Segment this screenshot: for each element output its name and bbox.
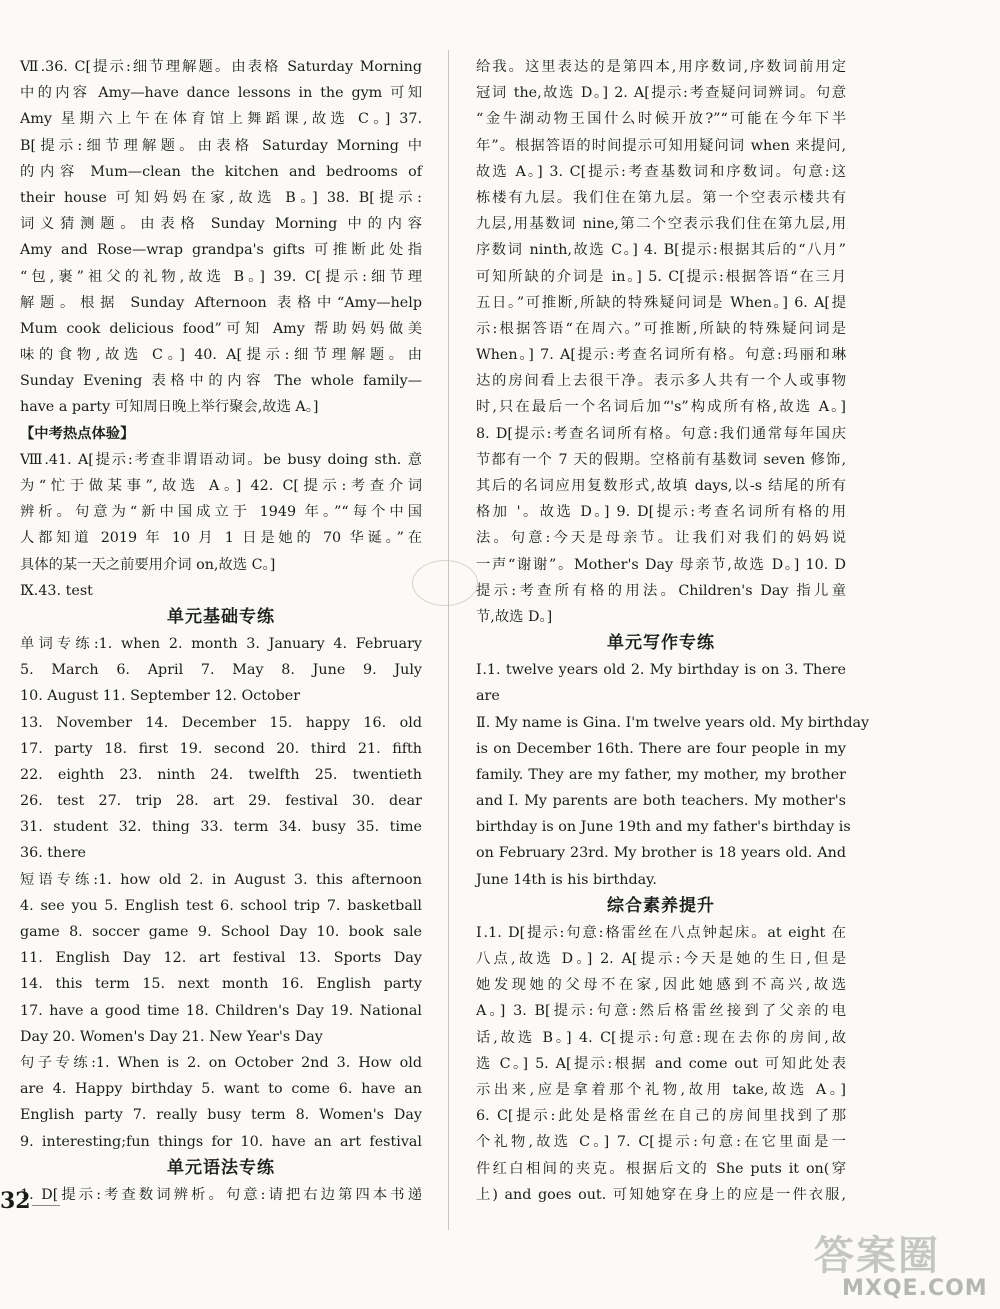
text-line: Day 20. Women's Day 21. New Year's Day	[20, 1028, 323, 1045]
text-line: 格加 '。故选 D。] 9. D[提示:考查名词所有格的用	[476, 504, 846, 521]
text-line: Sunday Evening 表格中的内容 The whole family—	[20, 373, 422, 390]
text-line: 单词专练:1. when 2. month 3. January 4. February	[20, 635, 422, 652]
text-line: 五日。”可推断,所缺的特殊疑问词是 When。] 6. A[提	[476, 294, 846, 311]
text-line: 一声“谢谢”。Mother's Day 母亲节,故选 D。] 10. D	[476, 556, 846, 573]
text-line: game 8. soccer game 9. School Day 10. book sale	[20, 924, 422, 940]
text-line: 10. August 11. September 12. October	[20, 688, 301, 705]
text-line: 4. see you 5. English test 6. school trip 7. basketball	[20, 897, 422, 914]
text-line: 31. student 32. thing 33. term 34. busy 35. time	[20, 819, 422, 836]
left-column	[20, 54, 422, 1208]
text-line: 5. March 6. April 7. May 8. June 9. July	[20, 662, 422, 679]
text-line: are 4. Happy birthday 5. want to come 6. have an	[20, 1081, 422, 1098]
section-heading: 单元语法专练	[167, 1157, 275, 1178]
text-line: 话,故选 B。] 4. C[提示:句意:现在去你的房间,故	[476, 1029, 846, 1046]
text-line: Mum cook delicious food”可知 Amy 帮助妈妈做美	[20, 320, 422, 337]
page-number-rule	[32, 1205, 60, 1206]
text-line: Ⅶ.36. C[提示:细节理解题。由表格 Saturday Morning	[20, 59, 422, 75]
column-divider	[448, 50, 449, 1230]
text-line: B[提示:细节理解题。由表格 Saturday Morning 中	[20, 137, 422, 154]
text-line: 示:根据答语“在周六。”可推断,所缺的特殊疑问词是	[476, 320, 846, 337]
text-line: 22. eighth 23. ninth 24. twelfth 25. twentieth	[20, 766, 422, 783]
text-line: birthday is on June 19th and my father's birthday is	[476, 819, 851, 836]
text-line: 味的食物,故选 C。] 40. A[提示:细节理解题。由	[20, 347, 422, 364]
text-line: 节,故选 D。]	[476, 608, 553, 625]
watermark-url: MXQE.COM	[842, 1276, 988, 1301]
text-line: 节都有一个 7 天的假期。空格前有基数词 seven 修饰,	[476, 451, 846, 468]
text-line: 中的内容 Amy—have dance lessons in the gym 可知	[20, 85, 422, 102]
watermark-logo	[808, 1222, 994, 1306]
section-heading: 综合素养提升	[607, 895, 715, 916]
text-line: 提示:考查所有格的用法。Children's Day 指儿童	[476, 582, 846, 599]
section-heading: 单元基础专练	[167, 606, 275, 627]
text-line: Ⅸ.43. test	[20, 582, 93, 599]
text-line: 给我。这里表达的是第四本,用序数词,序数词前用定	[476, 59, 846, 75]
text-line: 年”。根据答语的时间提示可知用疑问词 when 来提问,	[476, 137, 846, 154]
text-line: 17. have a good time 18. Children's Day 19. National	[20, 1002, 422, 1019]
text-line: 句子专练:1. When is 2. on October 2nd 3. How old	[20, 1054, 422, 1071]
text-line: 法。句意:今天是母亲节。让我们对我们的妈妈说	[476, 530, 846, 547]
text-line: Ⅱ. My name is Gina. I'm twelve years old. My birthday	[476, 714, 870, 731]
text-line: 词义猜测题。由表格 Sunday Morning 中的内容	[20, 216, 422, 233]
text-line: 上) and goes out. 可知她穿在身上的应是一件衣服,	[476, 1186, 846, 1203]
text-line: 示出来,应是拿着那个礼物,故用 take,故选 A。]	[476, 1081, 846, 1098]
text-line: 8. D[提示:考查名词所有格。句意:我们通常每年国庆	[476, 425, 846, 442]
page-number: 32	[0, 1188, 31, 1214]
text-line: Amy 星期六上午在体育馆上舞蹈课,故选 C。] 37.	[20, 111, 422, 128]
text-line: 6. C[提示:此处是格雷丝在自己的房间里找到了那	[476, 1108, 846, 1125]
text-line: 13. November 14. December 15. happy 16. old	[20, 714, 422, 731]
text-line: 26. test 27. trip 28. art 29. festival 30. dear	[20, 793, 422, 810]
text-line: 序数词 ninth,故选 C。] 4. B[提示:根据其后的“八月”	[476, 242, 846, 259]
text-line: 辨析。句意为“新中国成立于 1949 年。”“每个中国	[20, 504, 422, 521]
text-line: family. They are my father, my mother, my brother	[476, 766, 846, 783]
text-line: 个礼物,故选 C。] 7. C[提示:句意:在它里面是一	[476, 1134, 846, 1151]
text-line: 故选 A。] 3. C[提示:考查基数词和序数词。句意:这	[476, 163, 846, 180]
text-line: Ⅰ.1. D[提示:句意:格雷丝在八点钟起床。at eight 在	[476, 924, 846, 941]
text-line: 的内容 Mum—clean the kitchen and bedrooms of	[20, 163, 422, 180]
text-line: 栋楼有九层。我们住在第九层。第一个空表示楼共有	[476, 189, 846, 206]
text-line: 件红白相间的夹克。根据后文的 She puts it on(穿	[476, 1160, 846, 1177]
text-line: 36. there	[20, 845, 86, 862]
section-label: 【中考热点体验】	[20, 425, 135, 442]
text-line: 达的房间看上去很干净。表示多人共有一个人或事物	[476, 373, 846, 390]
text-line: 具体的某一天之前要用介词 on,故选 C。]	[20, 556, 276, 573]
text-line: 1. D[提示:考查数词辨析。句意:请把右边第四本书递	[20, 1186, 422, 1203]
text-line: 9. interesting;fun things for 10. have an art festival	[20, 1133, 422, 1150]
right-column	[476, 54, 870, 1208]
section-heading: 单元写作专练	[607, 633, 715, 654]
text-line: is on December 16th. There are four people in my	[476, 740, 846, 757]
watermark-title: 答案圈	[814, 1233, 940, 1279]
text-line: their house 可知妈妈在家,故选 B。] 38. B[提示:	[20, 189, 422, 206]
text-line: “包,裹”祖父的礼物,故选 B。] 39. C[提示:细节理	[20, 268, 422, 285]
text-line: When。] 7. A[提示:考查名词所有格。句意:玛丽和琳	[476, 347, 846, 364]
text-line: 八点,故选 D。] 2. A[提示:今天是她的生日,但是	[476, 951, 846, 967]
text-line: 冠词 the,故选 D。] 2. A[提示:考查疑问词辨词。句意	[476, 85, 846, 102]
faint-stamp-mark	[412, 560, 478, 606]
text-line: 短语专练:1. how old 2. in August 3. this afternoon	[20, 871, 422, 888]
text-line: A。] 3. B[提示:句意:然后格雷丝接到了父亲的电	[476, 1003, 846, 1020]
text-line: and I. My parents are both teachers. My mother's	[476, 793, 846, 810]
text-line: 11. English Day 12. art festival 13. Sports Day	[20, 950, 422, 967]
text-line: 时,只在最后一个名词后加“'s”构成所有格,故选 A。]	[476, 399, 846, 416]
text-line: 她发现她的父母不在家,因此她感到不高兴,故选	[476, 977, 846, 994]
text-line: 其后的名词应用复数形式,故填 days,以-s 结尾的所有	[476, 478, 846, 494]
text-line: are	[476, 688, 500, 705]
text-line: 人都知道 2019 年 10 月 1 日是她的 70 华诞。”在	[20, 530, 422, 547]
text-line: 可知所缺的介词是 in。] 5. C[提示:根据答语“在三月	[476, 268, 846, 285]
text-line: have a party 可知周日晚上举行聚会,故选 A。]	[20, 399, 319, 416]
text-line: English party 7. really busy term 8. Women's Day	[20, 1107, 422, 1124]
text-line: 九层,用基数词 nine,第二个空表示我们住在第九层,用	[476, 216, 846, 233]
text-line: 解题。根据 Sunday Afternoon 表格中“Amy—help	[20, 294, 422, 311]
text-line: Ⅷ.41. A[提示:考查非谓语动词。be busy doing sth. 意	[20, 451, 422, 468]
text-line: June 14th is his birthday.	[476, 871, 657, 888]
text-line: 为“忙于做某事”,故选 A。] 42. C[提示:考查介词	[20, 478, 422, 494]
text-line: “金牛湖动物王国什么时候开放?”“可能在今年下半	[476, 111, 846, 128]
text-line: 选 C。] 5. A[提示:根据 and come out 可知此处表	[476, 1055, 846, 1072]
text-line: Amy and Rose—wrap grandpa's gifts 可推断此处指	[20, 242, 422, 259]
text-line: 14. this term 15. next month 16. English party	[20, 976, 422, 993]
text-line: 17. party 18. first 19. second 20. third 21. fifth	[20, 740, 422, 757]
text-line: on February 23rd. My brother is 18 years old. And	[476, 845, 846, 862]
text-line: Ⅰ.1. twelve years old 2. My birthday is on 3. There	[476, 662, 846, 679]
